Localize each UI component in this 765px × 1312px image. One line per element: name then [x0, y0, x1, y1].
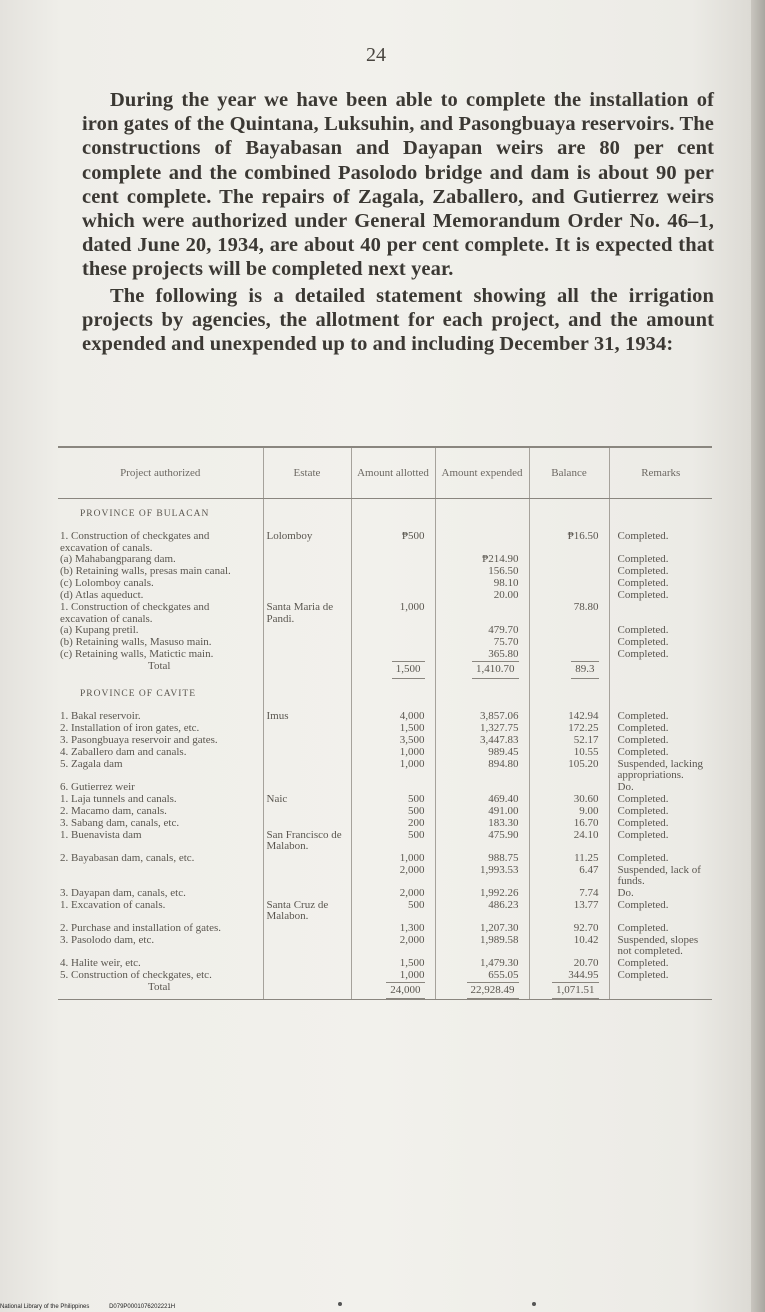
scan-footer: [0, 1304, 175, 1310]
cell-project: (c) Retaining walls, Matictic main.: [60, 648, 214, 660]
cell-remarks: [609, 602, 712, 625]
header-estate: Estate: [263, 447, 351, 499]
cell-expended: 3,447.83: [435, 735, 529, 747]
cell-remarks: Completed.: [609, 625, 712, 637]
cell-allotted: [351, 578, 435, 590]
paragraph-1: During the year we have been able to complete the installation of iron gates of the Quintana, Luksuhin, and Pasongbuaya reservoirs. The constructions of Bayabasan and Dayapan weirs are 80 per cent complete and the combined Pasolodo bridge and dam is about 90 per cent complete. The repairs of Zagala, Zaballero, and Gutierrez weirs which were authorized under General Memorandum Order No. 46–1, dated June 20, 1934, are about 40 per cent complete. It is expected that these projects will be completed next year.: [82, 89, 714, 281]
cell-project: Total: [148, 660, 171, 672]
header-project: Project authorized: [58, 447, 263, 499]
cell-estate: [263, 554, 351, 566]
cell-expended: 486.23: [435, 900, 529, 923]
cell-allotted: 1,000: [351, 759, 435, 782]
cell-balance: 30.60: [529, 794, 609, 806]
cell-balance: [529, 649, 609, 661]
cell-allotted: [351, 782, 435, 794]
cell-remarks: [609, 982, 712, 1000]
cell-expended: 894.80: [435, 759, 529, 782]
cell-project: (a) Kupang pretil.: [60, 624, 139, 636]
cell-allotted: 1,000: [351, 970, 435, 982]
page-edge-shadow: [751, 0, 765, 1312]
cell-balance: 142.94: [529, 711, 609, 723]
table-row: [58, 865, 712, 888]
cell-balance: 16.70: [529, 818, 609, 830]
cell-remarks: Completed.: [609, 923, 712, 935]
cell-estate: [263, 679, 351, 711]
table-row: [58, 782, 712, 794]
cell-estate: [263, 747, 351, 759]
cell-allotted: 1,300: [351, 923, 435, 935]
cell-expended: [435, 499, 529, 532]
cell-project: 1. Construction of checkgates and excavation of canals.: [60, 601, 210, 625]
cell-project: PROVINCE OF CAVITE: [80, 688, 197, 699]
table-row: [58, 830, 712, 853]
cell-expended: 3,857.06: [435, 711, 529, 723]
section-heading-row: [58, 499, 712, 532]
cell-allotted: 2,000: [351, 935, 435, 958]
cell-balance: [529, 679, 609, 711]
cell-allotted: 1,000: [351, 853, 435, 865]
cell-expended: 479.70: [435, 625, 529, 637]
cell-project: 1. Buenavista dam: [60, 828, 142, 841]
cell-project: 2. Macamo dam, canals.: [60, 804, 167, 817]
cell-remarks: Completed.: [609, 578, 712, 590]
cell-balance: ₱16.50: [529, 531, 609, 554]
cell-balance: 7.74: [529, 888, 609, 900]
cell-project: 2. Bayabasan dam, canals, etc.: [60, 851, 195, 864]
table-row: [58, 794, 712, 806]
cell-allotted: 1,000: [351, 602, 435, 625]
cell-expended: 988.75: [435, 853, 529, 865]
body-text: [82, 88, 714, 356]
cell-expended: [435, 679, 529, 711]
cell-estate: [263, 661, 351, 679]
table-row: [58, 711, 712, 723]
cell-balance: [529, 782, 609, 794]
cell-expended: 98.10: [435, 578, 529, 590]
cell-remarks: Completed.: [609, 794, 712, 806]
irrigation-projects-table: [58, 446, 712, 1000]
paragraph-2: The following is a detailed statement showing all the irrigation projects by agencies, the allotment for each project, and the amount expended and unexpended up to and including December 31, 1934:: [82, 284, 714, 356]
table-row: [58, 923, 712, 935]
table-row: [58, 935, 712, 958]
cell-project: 2. Installation of iron gates, etc.: [60, 721, 200, 734]
section-heading-row: [58, 679, 712, 711]
total-value: 22,928.49: [467, 982, 519, 1000]
cell-allotted: [351, 982, 435, 1000]
cell-balance: 344.95: [529, 970, 609, 982]
cell-allotted: 500: [351, 900, 435, 923]
cell-allotted: 1,500: [351, 723, 435, 735]
table-row: [58, 759, 712, 782]
header-allotted: Amount allotted: [351, 447, 435, 499]
cell-allotted: [351, 554, 435, 566]
table-row: [58, 818, 712, 830]
cell-allotted: 4,000: [351, 711, 435, 723]
cell-allotted: [351, 499, 435, 532]
cell-balance: [529, 566, 609, 578]
cell-estate: [263, 735, 351, 747]
table-row: [58, 566, 712, 578]
cell-estate: Santa Cruz de Malabon.: [263, 900, 351, 923]
table-row: [58, 723, 712, 735]
cell-balance: 24.10: [529, 830, 609, 853]
cell-project: (d) Atlas aqueduct.: [60, 589, 144, 601]
cell-allotted: 200: [351, 818, 435, 830]
cell-project: (a) Mahabangparang dam.: [60, 553, 176, 565]
cell-estate: Naic: [263, 794, 351, 806]
cell-expended: [435, 531, 529, 554]
cell-estate: [263, 970, 351, 982]
table-body: [58, 499, 712, 1000]
cell-estate: San Francisco de Malabon.: [263, 830, 351, 853]
cell-allotted: [351, 649, 435, 661]
header-balance: Balance: [529, 447, 609, 499]
cell-remarks: Completed.: [609, 637, 712, 649]
cell-project: 4. Halite weir, etc.: [60, 956, 141, 969]
cell-remarks: Completed.: [609, 735, 712, 747]
cell-balance: 13.77: [529, 900, 609, 923]
header-remarks: Remarks: [609, 447, 712, 499]
cell-expended: 1,327.75: [435, 723, 529, 735]
cell-estate: [263, 723, 351, 735]
cell-balance: 78.80: [529, 602, 609, 625]
cell-estate: [263, 982, 351, 1000]
cell-remarks: Completed.: [609, 853, 712, 865]
cell-expended: [435, 602, 529, 625]
cell-balance: [529, 554, 609, 566]
cell-expended: 475.90: [435, 830, 529, 853]
cell-remarks: Completed.: [609, 818, 712, 830]
table-row: [58, 900, 712, 923]
cell-estate: [263, 578, 351, 590]
cell-remarks: Completed.: [609, 554, 712, 566]
cell-balance: 9.00: [529, 806, 609, 818]
cell-estate: [263, 958, 351, 970]
cell-estate: [263, 935, 351, 958]
cell-remarks: Completed.: [609, 830, 712, 853]
cell-balance: 105.20: [529, 759, 609, 782]
cell-allotted: 2,000: [351, 865, 435, 888]
cell-remarks: Completed.: [609, 723, 712, 735]
table-row: [58, 531, 712, 554]
cell-expended: 469.40: [435, 794, 529, 806]
cell-project: (b) Retaining walls, presas main canal.: [60, 565, 231, 577]
table-row: [58, 578, 712, 590]
cell-remarks: Completed.: [609, 806, 712, 818]
cell-estate: [263, 499, 351, 532]
cell-balance: [529, 982, 609, 1000]
cell-balance: [529, 637, 609, 649]
cell-expended: [435, 982, 529, 1000]
cell-allotted: [351, 637, 435, 649]
cell-expended: [435, 782, 529, 794]
cell-expended: 1,207.30: [435, 923, 529, 935]
cell-expended: ₱214.90: [435, 554, 529, 566]
cell-remarks: Completed.: [609, 958, 712, 970]
table-row: [58, 853, 712, 865]
cell-project: (c) Lolomboy canals.: [60, 577, 154, 589]
cell-remarks: Completed.: [609, 531, 712, 554]
page-number: 24: [366, 44, 386, 66]
table-row: [58, 735, 712, 747]
cell-remarks: Completed.: [609, 649, 712, 661]
table-row: [58, 888, 712, 900]
cell-project: 6. Gutierrez weir: [60, 780, 135, 793]
cell-remarks: Do.: [609, 782, 712, 794]
cell-remarks: Completed.: [609, 747, 712, 759]
cell-estate: [263, 923, 351, 935]
table-header-row: [58, 447, 712, 499]
cell-estate: Imus: [263, 711, 351, 723]
cell-expended: [435, 661, 529, 679]
cell-expended: 156.50: [435, 566, 529, 578]
table-row: [58, 958, 712, 970]
cell-estate: [263, 637, 351, 649]
cell-estate: [263, 806, 351, 818]
cell-expended: 1,992.26: [435, 888, 529, 900]
cell-remarks: Completed.: [609, 711, 712, 723]
cell-remarks: Suspended, lacking appropriations.: [609, 759, 712, 782]
cell-estate: [263, 625, 351, 637]
cell-balance: 6.47: [529, 865, 609, 888]
cell-estate: [263, 649, 351, 661]
cell-estate: [263, 782, 351, 794]
cell-project: (b) Retaining walls, Masuso main.: [60, 636, 212, 648]
cell-allotted: 2,000: [351, 888, 435, 900]
header-expended: Amount expended: [435, 447, 529, 499]
total-row: [58, 661, 712, 679]
table-row: [58, 970, 712, 982]
footer-code: D079P0001076202221H: [109, 1304, 176, 1310]
cell-expended: 989.45: [435, 747, 529, 759]
cell-remarks: [609, 661, 712, 679]
cell-project: 5. Construction of checkgates, etc.: [60, 968, 212, 981]
cell-expended: 1,993.53: [435, 865, 529, 888]
cell-allotted: 1,500: [351, 958, 435, 970]
table-row: [58, 806, 712, 818]
cell-expended: 655.05: [435, 970, 529, 982]
cell-project: 3. Sabang dam, canals, etc.: [60, 816, 180, 829]
cell-balance: 11.25: [529, 853, 609, 865]
cell-allotted: 500: [351, 830, 435, 853]
cell-remarks: Suspended, slopes not completed.: [609, 935, 712, 958]
cell-project: 1. Construction of checkgates and excavation of canals.: [60, 530, 210, 554]
cell-project: 1. Excavation of canals.: [60, 898, 166, 911]
cell-project: 2. Purchase and installation of gates.: [60, 921, 221, 934]
cell-expended: 20.00: [435, 590, 529, 602]
cell-remarks: Completed.: [609, 590, 712, 602]
cell-remarks: Completed.: [609, 566, 712, 578]
cell-balance: [529, 625, 609, 637]
cell-allotted: [351, 679, 435, 711]
cell-estate: [263, 566, 351, 578]
cell-expended: 1,989.58: [435, 935, 529, 958]
cell-estate: [263, 865, 351, 888]
cell-project: [58, 865, 263, 888]
cell-allotted: [351, 661, 435, 679]
cell-project: 3. Pasongbuaya reservoir and gates.: [60, 733, 218, 746]
cell-estate: Santa Maria de Pandi.: [263, 602, 351, 625]
total-value: 1,500: [392, 661, 425, 679]
cell-expended: 75.70: [435, 637, 529, 649]
cell-balance: [529, 578, 609, 590]
cell-project: 4. Zaballero dam and canals.: [60, 745, 187, 758]
cell-expended: 183.30: [435, 818, 529, 830]
cell-project: 3. Pasolodo dam, etc.: [60, 933, 155, 946]
cell-estate: [263, 888, 351, 900]
cell-expended: 1,479.30: [435, 958, 529, 970]
cell-allotted: 500: [351, 794, 435, 806]
cell-remarks: Completed.: [609, 900, 712, 923]
cell-allotted: 1,000: [351, 747, 435, 759]
cell-balance: 92.70: [529, 923, 609, 935]
cell-allotted: 3,500: [351, 735, 435, 747]
cell-balance: 52.17: [529, 735, 609, 747]
cell-allotted: [351, 625, 435, 637]
cell-allotted: ₱500: [351, 531, 435, 554]
cell-estate: [263, 759, 351, 782]
cell-remarks: [609, 499, 712, 532]
cell-expended: 491.00: [435, 806, 529, 818]
cell-project: 3. Dayapan dam, canals, etc.: [60, 886, 186, 899]
cell-project: 5. Zagala dam: [60, 757, 123, 770]
scan-speck: [532, 1302, 536, 1306]
cell-remarks: Do.: [609, 888, 712, 900]
total-row: [58, 982, 712, 1000]
cell-estate: [263, 818, 351, 830]
cell-remarks: Completed.: [609, 970, 712, 982]
cell-allotted: 500: [351, 806, 435, 818]
cell-project: Total: [58, 982, 263, 1000]
cell-balance: 10.42: [529, 935, 609, 958]
footer-library: National Library of the Philippines: [0, 1304, 90, 1310]
total-value: 24,000: [386, 982, 424, 1000]
total-value: 89.3: [571, 661, 598, 679]
total-value: 1,071.51: [552, 982, 599, 1000]
table-row: [58, 747, 712, 759]
cell-balance: [529, 661, 609, 679]
cell-balance: [529, 499, 609, 532]
table-row: [58, 602, 712, 625]
cell-estate: Lolomboy: [263, 531, 351, 554]
cell-balance: 20.70: [529, 958, 609, 970]
cell-allotted: [351, 566, 435, 578]
cell-project: 1. Laja tunnels and canals.: [60, 792, 177, 805]
cell-balance: 10.55: [529, 747, 609, 759]
total-value: 1,410.70: [472, 661, 519, 679]
cell-remarks: Suspended, lack of funds.: [609, 865, 712, 888]
cell-remarks: [609, 679, 712, 711]
cell-project: PROVINCE OF BULACAN: [80, 509, 210, 519]
scan-speck: [338, 1302, 342, 1306]
cell-expended: 365.80: [435, 649, 529, 661]
cell-estate: [263, 853, 351, 865]
cell-balance: 172.25: [529, 723, 609, 735]
cell-project: 1. Bakal reservoir.: [60, 709, 141, 722]
